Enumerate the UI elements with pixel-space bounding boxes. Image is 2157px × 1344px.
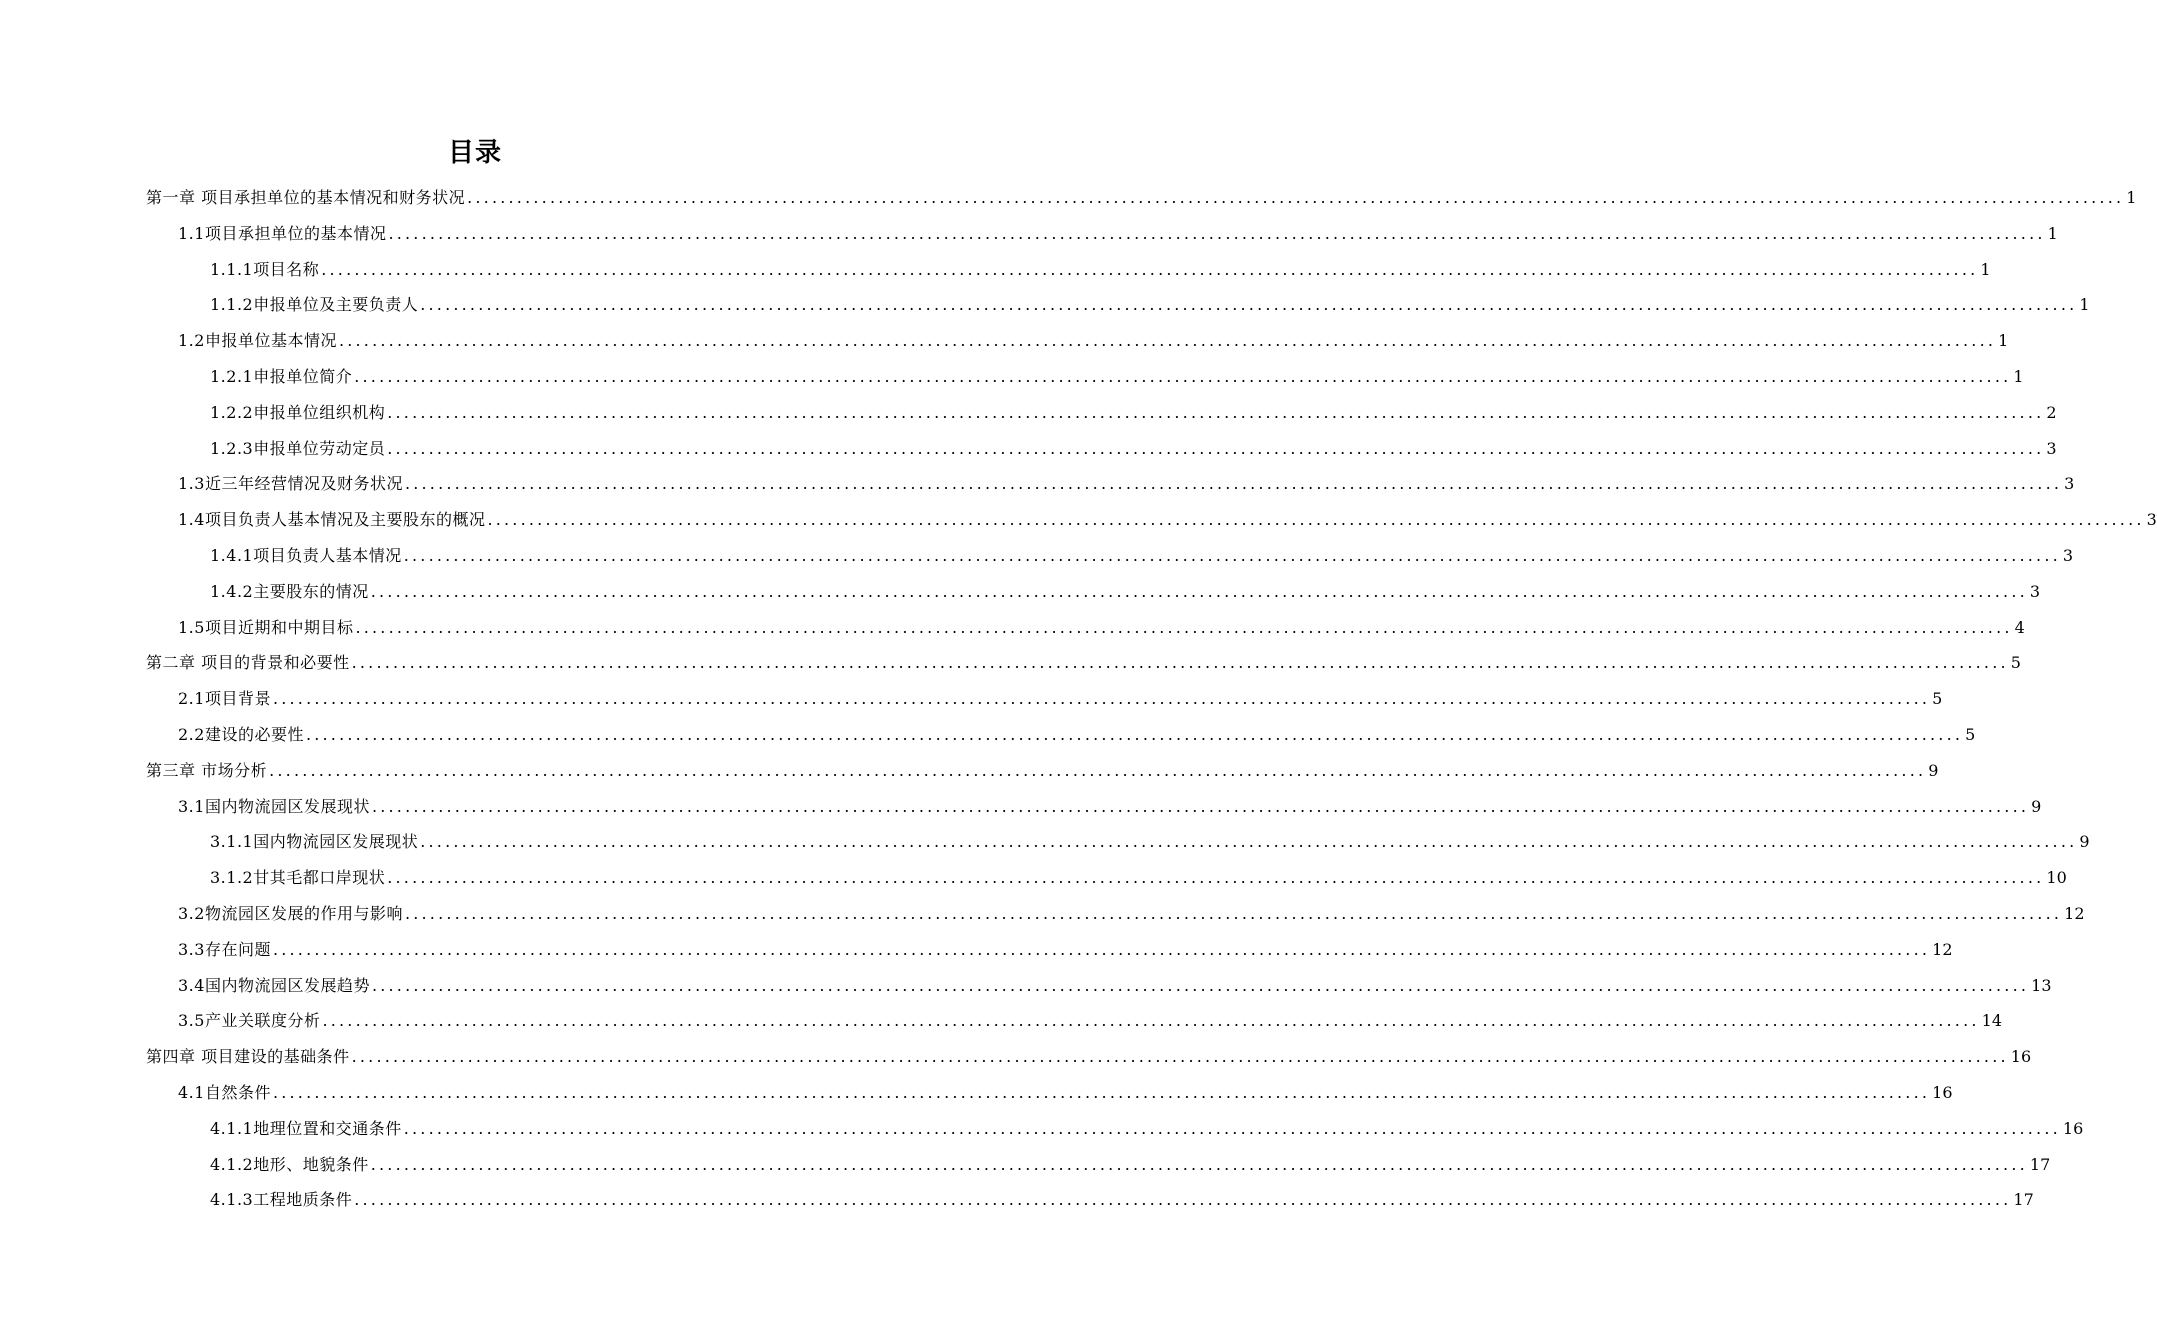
toc-leader-dots: ........................................................................................................................................................................................................ <box>338 331 1997 351</box>
toc-entry-label: 3.2物流园区发展的作用与影响 <box>178 904 403 923</box>
toc-leader-dots: ........................................................................................................................................................................................................ <box>387 438 2045 458</box>
toc-entry-label: 1.3近三年经营情况及财务状况 <box>178 474 403 494</box>
toc-entry-label: 3.1.1国内物流园区发展现状 <box>210 832 419 852</box>
toc-entry-label: 1.2.1申报单位简介 <box>210 367 353 386</box>
toc-entry[interactable] <box>178 723 1976 747</box>
toc-leader-dots: ........................................................................................................................................................................................................ <box>370 581 2028 601</box>
toc-entry-page-number: 1 <box>1980 259 1991 279</box>
toc-entry-page-number: 10 <box>2046 868 2067 888</box>
toc-entry-label: 4.1自然条件 <box>178 1083 271 1102</box>
toc-entry-page-number: 17 <box>2029 1154 2051 1174</box>
toc-leader-dots: ........................................................................................................................................................................................................ <box>355 617 2013 637</box>
toc-entry[interactable] <box>178 616 2025 640</box>
toc-leader-dots: ........................................................................................................................................................................................................ <box>351 1047 2009 1067</box>
toc-entry-page-number: 4 <box>2014 617 2025 637</box>
toc-entry-page-number: 17 <box>2013 1190 2034 1210</box>
toc-entry-page-number: 16 <box>2010 1047 2032 1067</box>
toc-entry-page-number: 5 <box>1965 725 1976 744</box>
toc-entry-label: 1.2申报单位基本情况 <box>178 331 337 351</box>
toc-entry-page-number: 14 <box>1981 1011 2002 1031</box>
toc-entry-page-number: 5 <box>2010 653 2021 673</box>
toc-entry[interactable] <box>210 1117 2084 1141</box>
toc-entry-label: 1.1.1项目名称 <box>210 259 320 279</box>
toc-entry[interactable] <box>178 1009 2002 1033</box>
toc-leader-dots: ........................................................................................................................................................................................................ <box>487 510 2145 530</box>
toc-entry[interactable] <box>146 651 2021 675</box>
toc-leader-dots: ........................................................................................................................................................................................................ <box>420 295 2078 315</box>
toc-entry-label: 第二章 项目的背景和必要性 <box>146 653 350 673</box>
toc-entry-label: 2.2建设的必要性 <box>178 725 304 744</box>
toc-entry-label: 1.2.2申报单位组织机构 <box>210 402 386 422</box>
toc-entry-label: 4.1.1地理位置和交通条件 <box>210 1118 402 1138</box>
toc-entry-page-number: 9 <box>2079 832 2090 852</box>
toc-entry[interactable] <box>210 365 2024 389</box>
toc-entry[interactable] <box>210 1153 2051 1177</box>
toc-leader-dots: ........................................................................................................................................................................................................ <box>321 259 1979 279</box>
toc-entry-label: 1.1.2申报单位及主要负责人 <box>210 295 419 315</box>
toc-entry[interactable] <box>178 687 1943 711</box>
toc-entry-label: 1.4项目负责人基本情况及主要股东的概况 <box>178 510 486 530</box>
toc-entry-page-number: 13 <box>2031 975 2052 995</box>
toc-entry[interactable] <box>178 795 2042 819</box>
toc-leader-dots: ........................................................................................................................................................................................................ <box>467 188 2125 207</box>
toc-entry[interactable] <box>210 401 2057 425</box>
toc-entry-page-number: 5 <box>1932 689 1943 709</box>
toc-entry[interactable] <box>178 508 2157 532</box>
toc-entry-page-number: 1 <box>2047 223 2058 243</box>
toc-title: 目录 <box>447 138 502 168</box>
toc-entry-label: 4.1.3工程地质条件 <box>210 1190 353 1210</box>
toc-entry-label: 3.1.2甘其毛都口岸现状 <box>210 868 386 888</box>
toc-leader-dots: ........................................................................................................................................................................................................ <box>370 1154 2028 1174</box>
toc-entry[interactable] <box>210 1188 2034 1212</box>
toc-leader-dots: ........................................................................................................................................................................................................ <box>420 832 2078 852</box>
toc-entry[interactable] <box>210 437 2057 461</box>
toc-leader-dots: ........................................................................................................................................................................................................ <box>403 546 2061 565</box>
toc-leader-dots: ........................................................................................................................................................................................................ <box>403 1118 2061 1138</box>
toc-entry[interactable] <box>146 759 1939 783</box>
toc-leader-dots: ........................................................................................................................................................................................................ <box>371 975 2030 995</box>
toc-entry-label: 3.4国内物流园区发展趋势 <box>178 975 370 995</box>
toc-leader-dots: ........................................................................................................................................................................................................ <box>371 796 2030 816</box>
toc-entry[interactable] <box>146 1045 2032 1069</box>
toc-entry[interactable] <box>178 974 2052 998</box>
toc-leader-dots: ........................................................................................................................................................................................................ <box>272 689 1931 709</box>
toc-entry-page-number: 9 <box>2031 796 2042 816</box>
toc-entry-page-number: 9 <box>1928 760 1939 780</box>
toc-entry[interactable] <box>146 186 2137 210</box>
toc-leader-dots: ........................................................................................................................................................................................................ <box>354 367 2012 386</box>
toc-leader-dots: ........................................................................................................................................................................................................ <box>272 1083 1931 1102</box>
toc-entry[interactable] <box>178 1081 1953 1105</box>
toc-entry-page-number: 3 <box>2064 474 2075 494</box>
toc-leader-dots: ........................................................................................................................................................................................................ <box>272 939 1931 959</box>
toc-entry-label: 3.1国内物流园区发展现状 <box>178 796 370 816</box>
toc-entry-label: 第一章 项目承担单位的基本情况和财务状况 <box>146 188 466 207</box>
toc-entry[interactable] <box>178 329 2009 353</box>
toc-entry-label: 1.4.1项目负责人基本情况 <box>210 546 402 565</box>
toc-entry-label: 第三章 市场分析 <box>146 760 268 780</box>
toc-entry-page-number: 12 <box>2064 904 2085 923</box>
toc-leader-dots: ........................................................................................................................................................................................................ <box>387 868 2045 888</box>
toc-entry-page-number: 1 <box>1998 331 2009 351</box>
toc-entry[interactable] <box>178 222 2058 246</box>
toc-entry-page-number: 12 <box>1932 939 1953 959</box>
toc-entry-page-number: 3 <box>2146 510 2157 530</box>
toc-entry-page-number: 1 <box>2079 295 2090 315</box>
toc-entry-label: 2.1项目背景 <box>178 689 271 709</box>
toc-entry[interactable] <box>210 544 2074 568</box>
toc-entry-page-number: 16 <box>2062 1118 2084 1138</box>
toc-entry-page-number: 3 <box>2062 546 2074 565</box>
toc-entry-page-number: 1 <box>2126 188 2137 207</box>
toc-entry-label: 1.2.3申报单位劳动定员 <box>210 438 386 458</box>
toc-entry-label: 4.1.2地形、地貌条件 <box>210 1154 369 1174</box>
toc-leader-dots: ........................................................................................................................................................................................................ <box>269 760 1927 780</box>
toc-entry-label: 第四章 项目建设的基础条件 <box>146 1047 350 1067</box>
toc-entry-label: 3.3存在问题 <box>178 939 271 959</box>
toc-leader-dots: ........................................................................................................................................................................................................ <box>388 223 2046 243</box>
toc-leader-dots: ........................................................................................................................................................................................................ <box>404 474 2063 494</box>
toc-entry-label: 1.4.2主要股东的情况 <box>210 581 369 601</box>
toc-leader-dots: ........................................................................................................................................................................................................ <box>322 1011 1980 1031</box>
toc-entry[interactable] <box>210 580 2041 604</box>
toc-entry-label: 1.1项目承担单位的基本情况 <box>178 223 387 243</box>
toc-entry[interactable] <box>210 866 2067 890</box>
toc-leader-dots: ........................................................................................................................................................................................................ <box>404 904 2063 923</box>
toc-entry[interactable] <box>178 472 2075 496</box>
toc-entry-page-number: 3 <box>2046 438 2057 458</box>
toc-leader-dots: ........................................................................................................................................................................................................ <box>354 1190 2012 1210</box>
toc-entry-label: 1.5项目近期和中期目标 <box>178 617 354 637</box>
toc-entry-page-number: 16 <box>1932 1083 1953 1102</box>
toc-entry[interactable] <box>178 938 1953 962</box>
toc-entry-label: 3.5产业关联度分析 <box>178 1011 321 1031</box>
toc-entry[interactable] <box>210 830 2090 854</box>
toc-leader-dots: ........................................................................................................................................................................................................ <box>351 653 2009 673</box>
toc-entry-page-number: 1 <box>2013 367 2024 386</box>
toc-entry[interactable] <box>210 258 1991 282</box>
toc-entry-page-number: 3 <box>2029 581 2041 601</box>
toc-entry[interactable] <box>210 293 2090 317</box>
toc-leader-dots: ........................................................................................................................................................................................................ <box>305 725 1964 744</box>
toc-entry-page-number: 2 <box>2046 402 2057 422</box>
toc-leader-dots: ........................................................................................................................................................................................................ <box>387 402 2045 422</box>
toc-entry[interactable] <box>178 902 2085 926</box>
